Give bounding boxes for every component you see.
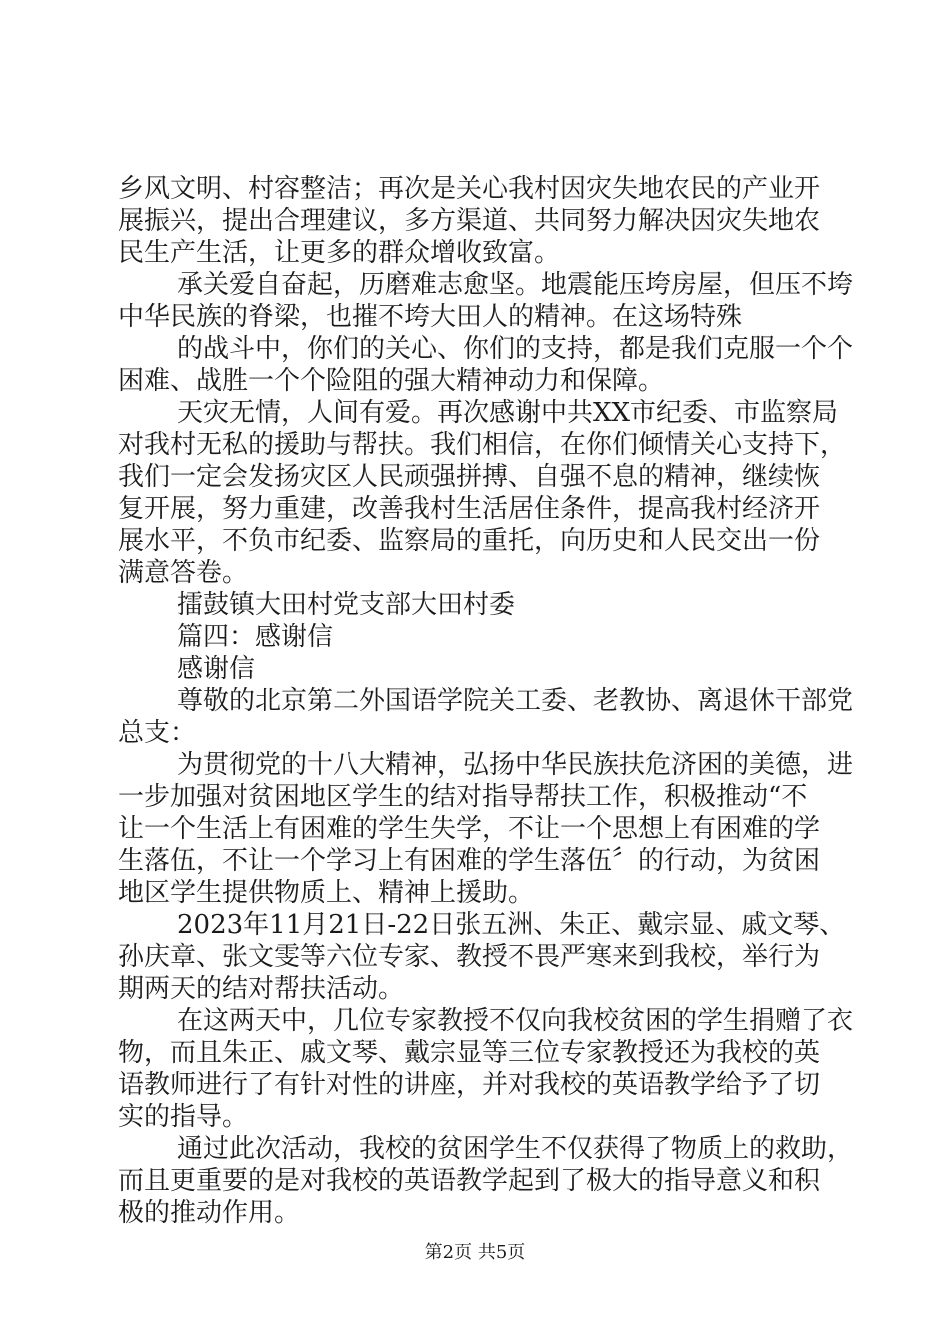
paragraph-line: 的战斗中，你们的关心、你们的支持，都是我们克服一个个	[177, 334, 854, 364]
paragraph-line: 让一个生活上有困难的学生失学，不让一个思想上有困难的学	[118, 814, 821, 844]
paragraph-line: 极的推动作用。	[118, 1198, 301, 1228]
signature-line: 擂鼓镇大田村党支部大田村委	[177, 590, 516, 620]
paragraph-line: 期两天的结对帮扶活动。	[118, 974, 405, 1004]
letter-title: 感谢信	[177, 654, 256, 684]
paragraph-line: 通过此次活动，我校的贫困学生不仅获得了物质上的救助，	[177, 1134, 854, 1164]
paragraph-line: 生落伍，不让一个学习上有困难的学生落伍〞的行动，为贫困	[118, 846, 821, 876]
paragraph-line: 满意答卷。	[118, 558, 249, 588]
paragraph-line: 地区学生提供物质上、精神上援助。	[118, 878, 535, 908]
salutation-line: 总支：	[118, 718, 197, 748]
paragraph-line: 我们一定会发扬灾区人民顽强拼搏、自强不息的精神，继续恢	[118, 462, 821, 492]
paragraph-line: 中华民族的脊梁，也摧不垮大田人的精神。在这场特殊	[118, 302, 743, 332]
section-heading: 篇四：感谢信	[177, 622, 334, 652]
paragraph-line: 天灾无情，人间有爱。再次感谢中共XX市纪委、市监察局	[177, 398, 839, 428]
paragraph-line: 在这两天中，几位专家教授不仅向我校贫困的学生捐赠了衣	[177, 1006, 854, 1036]
paragraph-line: 一步加强对贫困地区学生的结对指导帮扶工作，积极推动“不	[118, 782, 808, 812]
paragraph-line: 为贯彻党的十八大精神，弘扬中华民族扶危济困的美德，进	[177, 750, 854, 780]
paragraph-line: 对我村无私的援助与帮扶。我们相信，在你们倾情关心支持下，	[118, 430, 847, 460]
paragraph-line: 2023年11月21日-22日张五洲、朱正、戴宗显、戚文琴、	[177, 910, 846, 940]
paragraph-line: 展水平，不负市纪委、监察局的重托，向历史和人民交出一份	[118, 526, 821, 556]
paragraph-line: 复开展，努力重建，改善我村生活居住条件，提高我村经济开	[118, 494, 821, 524]
paragraph-line: 孙庆章、张文雯等六位专家、教授不畏严寒来到我校，举行为	[118, 942, 821, 972]
paragraph-line: 语教师进行了有针对性的讲座，并对我校的英语教学给予了切	[118, 1070, 821, 1100]
paragraph-line: 物，而且朱正、戚文琴、戴宗显等三位专家教授还为我校的英	[118, 1038, 821, 1068]
paragraph-line: 困难、战胜一个个险阻的强大精神动力和保障。	[118, 366, 665, 396]
paragraph-line: 民生产生活，让更多的群众增收致富。	[118, 238, 561, 268]
paragraph-line: 乡风文明、村容整洁；再次是关心我村因灾失地农民的产业开	[118, 174, 821, 204]
paragraph-line: 承关爱自奋起，历磨难志愈坚。地震能压垮房屋，但压不垮	[177, 270, 854, 300]
paragraph-line: 展振兴，提出合理建议，多方渠道、共同努力解决因灾失地农	[118, 206, 821, 236]
page-number-footer: 第2页 共5页	[424, 1242, 526, 1263]
paragraph-line: 实的指导。	[118, 1102, 249, 1132]
salutation-line: 尊敬的北京第二外国语学院关工委、老教协、离退休干部党	[177, 686, 854, 716]
paragraph-line: 而且更重要的是对我校的英语教学起到了极大的指导意义和积	[118, 1166, 821, 1196]
